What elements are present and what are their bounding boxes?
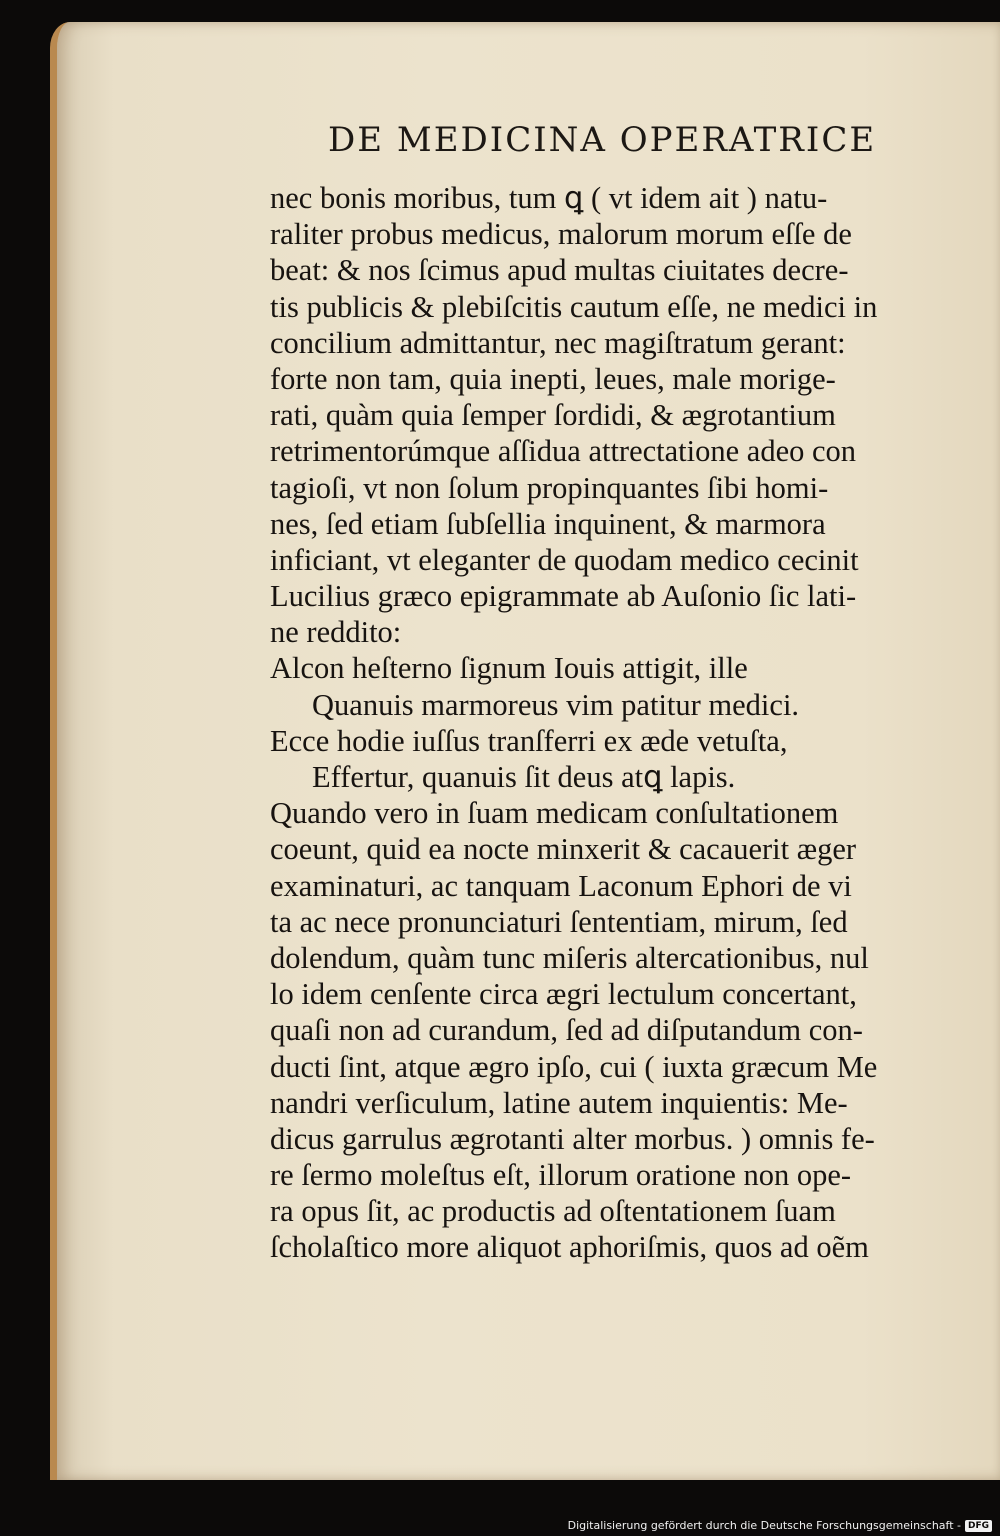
text-line: rati, quàm quia ſemper ſordidi, & ægrotantium [270, 398, 836, 433]
digitization-credit [568, 1519, 992, 1532]
dfg-logo: DFG [965, 1520, 992, 1532]
text-line: tagioſi, vt non ſolum propinquantes ſibi homi- [270, 470, 829, 505]
text-line: quaſi non ad curandum, ſed ad diſputandum con- [270, 1013, 863, 1048]
text-line: tis publicis & plebiſcitis cautum eſſe, ne medici in [270, 289, 878, 324]
text-line: dolendum, quàm tunc miſeris altercationibus, nul [270, 940, 869, 975]
text-line: coeunt, quid ea nocte minxerit & cacauerit æger [270, 832, 857, 867]
text-line: nandri verſiculum, latine autem inquientis: Me- [270, 1085, 848, 1120]
text-line: lo idem cenſente circa ægri lectulum concertant, [270, 977, 857, 1012]
epigram-verse [270, 650, 960, 795]
text-line: examinaturi, ac tanquam Laconum Ephori de vi [270, 868, 852, 903]
text-line: beat: & nos ſcimus apud multas ciuitates decre- [270, 253, 849, 288]
text-line: ducti ſint, atque ægro ipſo, cui ( iuxta græcum Me [270, 1049, 878, 1084]
verse-line: Ecce hodie iuſſus tranſferri ex æde vetuſta, [270, 723, 788, 758]
text-line: ſcholaſtico more aliquot aphoriſmis, quos ad oẽm [270, 1230, 869, 1265]
text-line: re ſermo moleſtus eſt, illorum oratione non ope- [270, 1158, 852, 1193]
verse-line: Quanuis marmoreus vim patitur medici. [312, 687, 800, 722]
text-line: nec bonis moribus, tum ꝗ ( vt idem ait ) natu- [270, 181, 828, 215]
text-line: dicus garrulus ægrotanti alter morbus. ) omnis fe- [270, 1121, 875, 1156]
text-line: Lucilius græco epigrammate ab Auſonio ſic lati- [270, 579, 857, 614]
body-text [270, 180, 960, 1266]
text-line: concilium admittantur, nec magiſtratum gerant: [270, 325, 846, 360]
credit-text: Digitalisierung gefördert durch die Deutsche Forschungsgemeinschaft - [567, 1519, 961, 1532]
text-line: ra opus ſit, ac productis ad oſtentationem ſuam [270, 1194, 836, 1229]
text-line: forte non tam, quia inepti, leues, male morige- [270, 361, 836, 396]
text-line: inficiant, vt eleganter de quodam medico cecinit [270, 542, 859, 577]
text-line: ne reddito: [270, 615, 402, 650]
text-line: raliter probus medicus, malorum morum eſſe de [270, 217, 852, 252]
verse-line: Effertur, quanuis ſit deus atꝗ lapis. [312, 760, 736, 794]
verse-line: Alcon heſterno ſignum Iouis attigit, ille [270, 651, 748, 686]
text-line: ta ac nece pronunciaturi ſententiam, mirum, ſed [270, 904, 848, 939]
running-title: DE MEDICINA OPERATRICE [328, 120, 877, 160]
text-line: nes, ſed etiam ſubſellia inquinent, & marmora [270, 506, 826, 541]
text-line: Quando vero in ſuam medicam conſultationem [270, 796, 839, 831]
text-line: retrimentorúmque aſſidua attrectatione adeo con [270, 434, 857, 469]
